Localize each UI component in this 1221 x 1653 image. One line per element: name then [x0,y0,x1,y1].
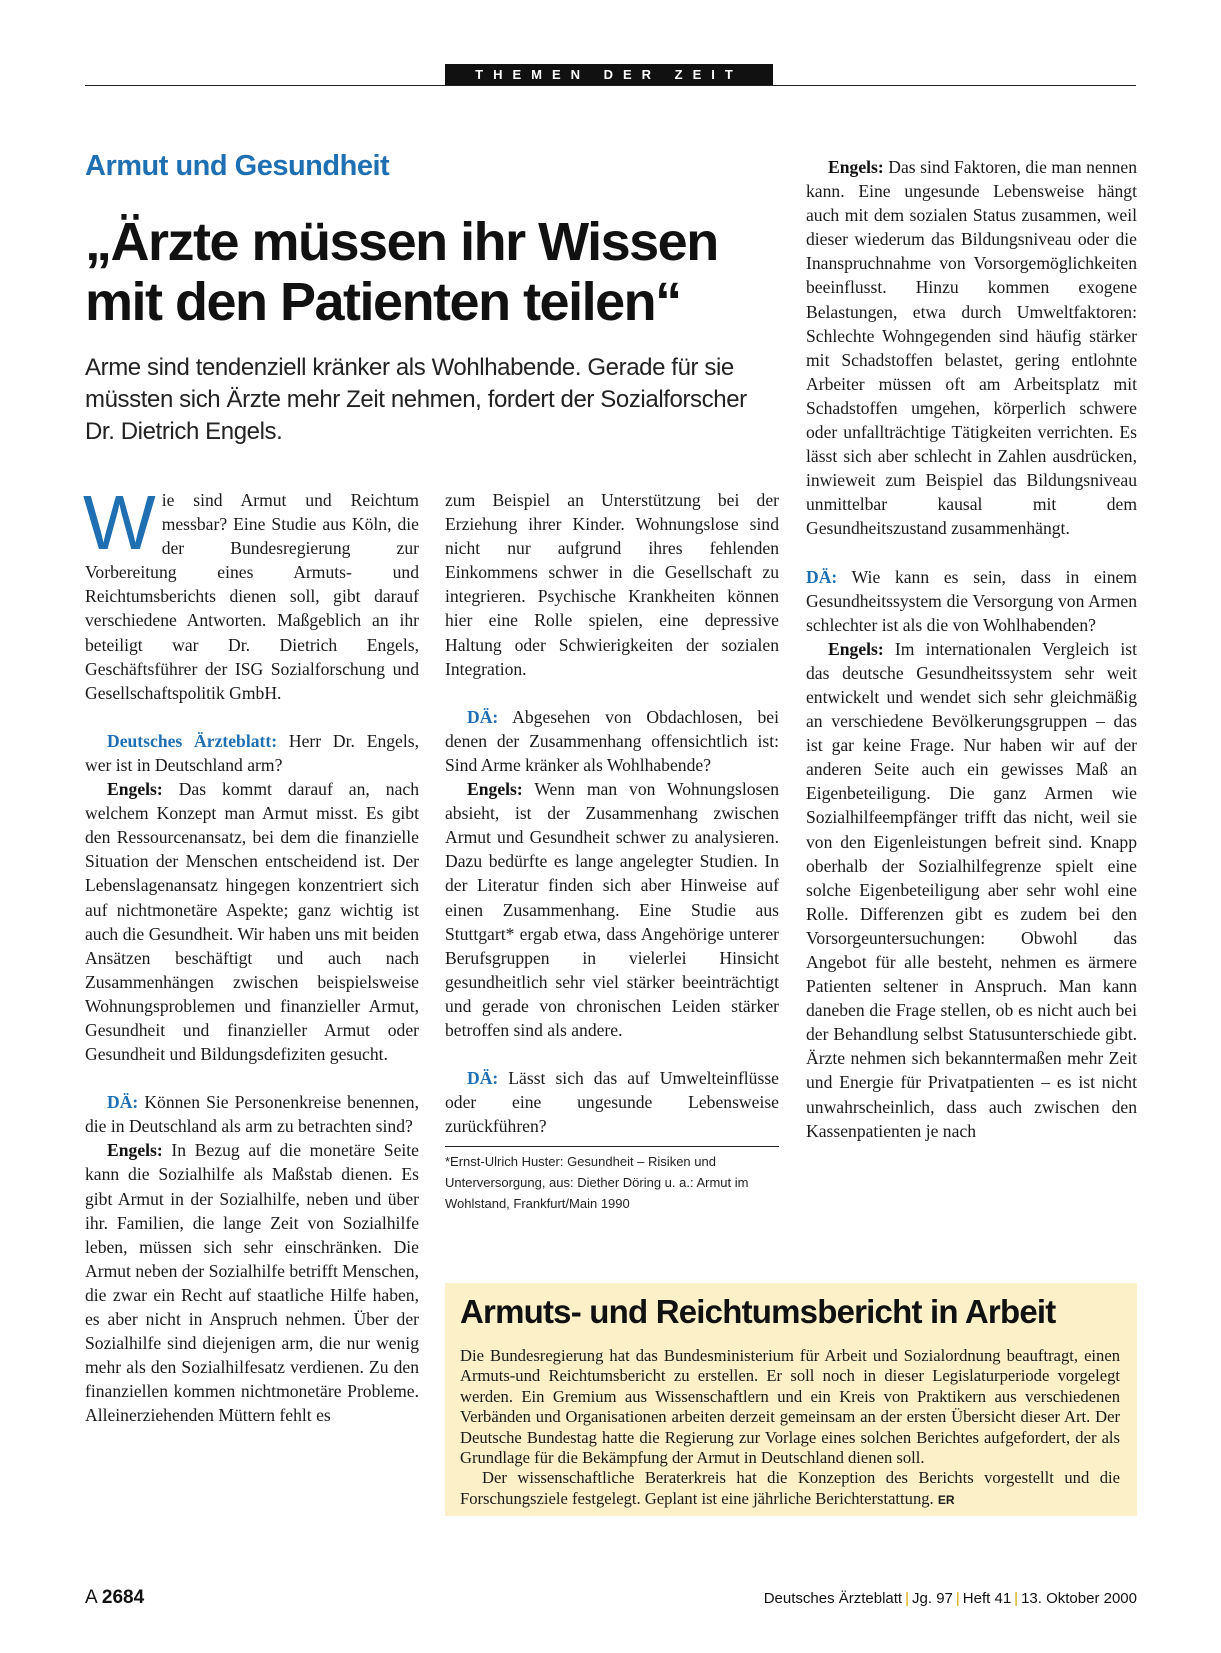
intro-text: ie sind Armut und Reichtum messbar? Eine Studie aus Köln, die der Bundesregierung zur Vorbereitung eines Armuts- und Reichtumsberichts dienen soll, gibt darauf verschiedene Antworten. Maßgeblich an ihr beteiligt war Dr. Dietrich Engels, Geschäftsführer der ISG Sozialforschung und Gesellschaftspolitik GmbH. [85,490,419,703]
headline-line-2: mit den Patienten teilen“ [85,272,681,332]
header-rule [85,85,1136,86]
footnote: *Ernst-Ulrich Huster: Gesundheit – Risiken und Unterversorgung, aus: Diether Döring u. a.: Armut im Wohlstand, Frankfurt/Main 1990 [445,1154,749,1212]
question-5 [806,565,1137,637]
answer-5 [806,637,1137,1143]
answer-4 [806,155,1137,541]
issue-date: 13. Oktober 2000 [1021,1590,1137,1607]
answer-text: Das sind Faktoren, die man nennen kann. Eine ungesunde Lebensweise hängt auch mit dem sozialen Status zusammen, weil dieser wiederum das Bildungsniveau oder die Inanspruchnahme von Vorsorgemöglichkeiten beeinflusst. Hinzu kommen exogene Belastungen, etwa durch Umweltfaktoren: Schlechte Wohngegenden sind häufig stärker mit Schadstoffen belastet, gering entlohnte Arbeiter müssen oft am Arbeitsplatz mit Schadstoffen umgehen, körperlich schwere oder unfallträchtige Tätigkeiten verrichten. Es lässt sich aber schlecht in Zahlen ausdrücken, inwieweit zum Beispiel das Bildungsniveau unmittelbar kausal mit dem Gesundheitszustand zusammenhängt. [806,157,1137,539]
question-3 [445,705,779,777]
deck: Arme sind tendenziell kränker als Wohlhabende. Gerade für sie müssten sich Ärzte mehr Zeit nehmen, fordert der Sozialforscher Dr. Dietrich Engels. [85,354,747,445]
separator: | [1014,1590,1019,1607]
page-number: 2684 [101,1587,145,1608]
question-text: Können Sie Personenkreise benennen, die in Deutschland als arm zu betrachten sind? [85,1092,419,1137]
answer-label: Engels: [107,1140,163,1161]
page-prefix: A [85,1587,97,1608]
question-4 [445,1066,779,1138]
imprint [764,1590,1137,1607]
separator: | [955,1590,960,1607]
footnote-rule [445,1146,779,1147]
info-box-text [460,1346,1120,1510]
headline-line-1: „Ärzte müssen ihr Wissen [85,212,718,272]
answer-label: Engels: [467,779,523,800]
info-box-paragraph-1: Die Bundesregierung hat das Bundesministerium für Arbeit und Sozialordnung beauftragt, einen Armuts-und Reichtumsbericht zu erstellen. Er soll noch in dieser Legislaturperiode vorgelegt werden. Ein Gremium aus Wissenschaftlern und ein Kreis von Praktikern aus verschiedenen Verbänden und Organisationen arbeiten derzeit gemeinsam an der ersten Übersicht dieser Art. Der Deutsche Bundestag hatte die Regierung zur Vorlage eines solchen Berichtes aufgefordert, der als Grundlage für die Bekämpfung der Armut in Deutschland dienen soll. [460,1346,1120,1468]
kicker: Armut und Gesundheit [85,150,390,182]
question-text: Abgesehen von Obdachlosen, bei denen der Zusammenhang offensichtlich ist: Sind Arme kränker als Wohlhabende? [445,706,779,775]
answer-label: Engels: [107,779,163,800]
separator: | [905,1590,910,1607]
question-label: Deutsches Ärzteblatt: [107,730,278,751]
answer-label: Engels: [828,638,884,659]
section-label: THEMEN DER ZEIT [445,64,773,85]
issue: Heft 41 [962,1590,1012,1607]
answer-2 [85,1138,419,1427]
answer-label: Engels: [828,157,884,177]
question-label: DÄ: [467,706,499,727]
volume: Jg. 97 [912,1590,953,1607]
headline [85,212,775,332]
question-label: DÄ: [107,1092,139,1113]
page-folio [85,1587,144,1609]
question-text: Lässt sich das auf Umwelteinflüsse oder eine ungesunde Lebensweise zurückführen? [445,1068,779,1137]
info-box-paragraph-2-text: Der wissenschaftliche Beraterkreis hat die Konzeption des Berichts vorgestellt und die Forschungsziele festgelegt. Geplant ist eine jährliche Berichterstattung. [460,1468,1120,1508]
info-box-paragraph-2 [460,1468,1120,1510]
answer-2-continued: zum Beispiel an Unterstützung bei der Erziehung ihrer Kinder. Wohnungslose sind nicht nur aufgrund ihres fehlenden Einkommens schwer in die Gesellschaft zu integrieren. Psychische Krankheiten können hier eine Rolle spielen, eine depressive Haltung oder Schwierigkeiten der sozialen Integration. [445,490,779,679]
question-text: Wie kann es sein, dass in einem Gesundheitssystem die Versorgung von Armen schlechter ist als die von Wohlhabenden? [806,566,1137,635]
question-label: DÄ: [467,1068,499,1089]
answer-text: Im internationalen Vergleich ist das deutsche Gesundheitssystem sehr weit entwickelt und wendet sich sehr gleichmäßig an verschiedene Bevölkerungsgruppen – das ist gar keine Frage. Nur haben wir auf der anderen Seite auch ein gewisses Maß an Eigenbeteiligung. Die ganz Armen wie Sozialhilfeempfänger trifft das nicht, weil sie von den Eigenleistungen befreit sind. Knapp oberhalb der Sozialhilfegrenze spielt eine solche Eigenbeteiligung aber sehr wohl eine Rolle. Differenzen gibt es zudem bei den Vorsorgeuntersuchungen: Obwohl das Angebot für alle besteht, nehmen es ärmere Patienten seltener in Anspruch. Man kann daneben die Frage stellen, ob es nicht auch bei der Behandlung selbst Statusunterschiede gibt. Ärzte nehmen sich bekanntermaßen mehr Zeit und Energie für Privatpatienten – es ist nicht unwahrscheinlich, dass auch zwischen den Kassenpatienten je nach [806,638,1137,1141]
answer-3 [445,777,779,1042]
answer-1 [85,777,419,1066]
column-2 [445,488,779,1214]
question-2 [85,1090,419,1138]
intro-paragraph [83,480,419,705]
answer-text: Wenn man von Wohnungslosen absieht, ist der Zusammenhang zwischen Armut und Gesundheit schwer zu analysieren. Dazu bedürfte es lange angelegter Studien. In der Literatur finden sich aber Hinweise auf einen Zusammenhang. Eine Studie aus Stuttgart* ergab etwa, dass Angehörige unterer Berufsgruppen in vielerlei Hinsicht gesundheitlich sehr viel stärker beeinträchtigt und gerade von chronischen Leiden stärker betroffen sind als andere. [445,779,779,1040]
journal-name: Deutsches Ärzteblatt [763,1590,903,1607]
dropcap: W [83,480,156,566]
answer-text: In Bezug auf die monetäre Seite kann die Sozialhilfe als Maßstab dienen. Es gibt Armut in der Sozialhilfe, neben und über ihr. Familien, die lange Zeit von Sozialhilfe leben, müssen sich sehr einschränken. Die Armut neben der Sozialhilfe betrifft Menschen, die zwar ein Recht auf staatliche Hilfe haben, es aber nicht in Anspruch nehmen. Über der Sozialhilfe sind diejenigen arm, die nur wenig mehr als den Sozialhilfesatz verdienen. Zu den finanziellen kommen nichtmonetäre Probleme. Alleinerziehenden Müttern fehlt es [85,1140,419,1426]
author-initials: ER [937,1492,955,1507]
question-1 [85,729,419,777]
info-box [445,1283,1137,1516]
info-box-title: Armuts- und Reichtumsbericht in Arbeit [460,1293,1056,1330]
question-text: Herr Dr. Engels, wer ist in Deutschland arm? [85,730,419,775]
question-label: DÄ: [806,566,838,587]
column-1 [83,480,419,1427]
answer-text: Das kommt darauf an, nach welchem Konzept man Armut misst. Es gibt den Ressourcenansatz, bei dem die finanzielle Situation der Menschen entscheidend ist. Der Lebenslagenansatz hingegen konzentriert sich auf nichtmonetäre Aspekte; ganz wichtig ist auch die Gesundheit. Wir haben uns mit beiden Ansätzen beschäftigt und auch nach Zusammenhängen zwischen beispielsweise Wohnungsproblemen und finanzieller Armut, Gesundheit und finanzieller Armut oder Gesundheit und Bildungsdefiziten gesucht. [85,779,419,1065]
column-3 [806,155,1137,1143]
